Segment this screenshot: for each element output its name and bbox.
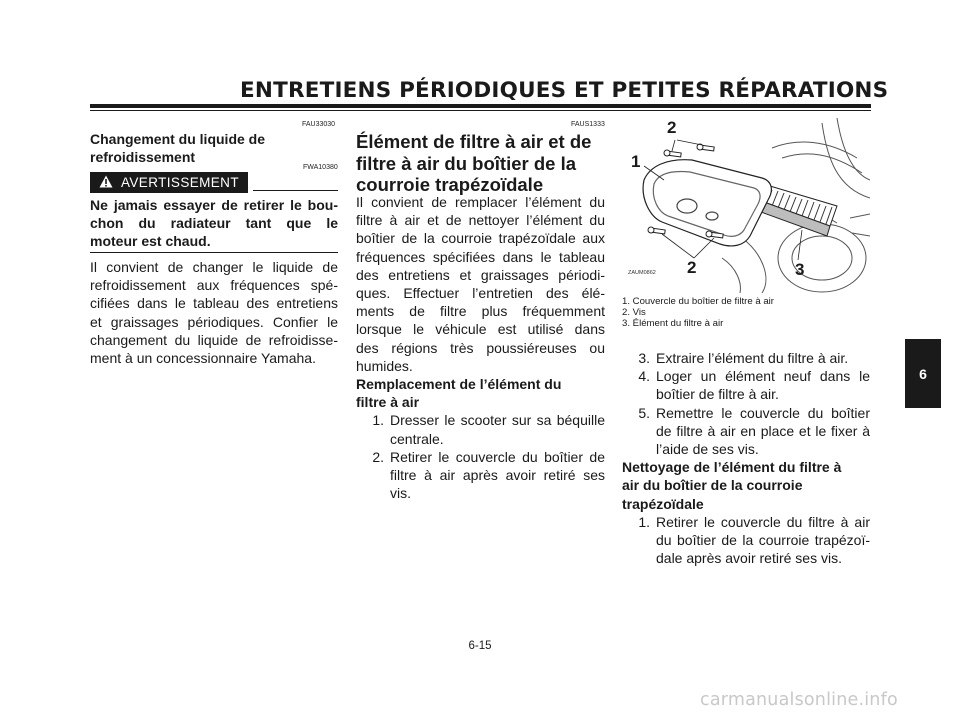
step-number: 2. bbox=[372, 448, 384, 465]
step-line: filtre à air après avoir retiré ses bbox=[390, 467, 605, 484]
body-line: Il convient de changer le liquide de bbox=[90, 259, 338, 275]
coolant-body bbox=[90, 258, 338, 367]
warning-label: AVERTISSEMENT bbox=[121, 175, 239, 190]
step-item bbox=[622, 513, 870, 568]
section-code: FAU33030 bbox=[302, 121, 336, 128]
step-line: centrale. bbox=[390, 430, 444, 447]
step-line: Remettre le couvercle du boîtier bbox=[656, 404, 870, 421]
body-line: lorsque le véhicule est utilisé dans bbox=[356, 321, 605, 338]
step-text bbox=[390, 448, 605, 503]
step-number: 1. bbox=[638, 513, 650, 530]
caption-line: 1. Couvercle du boîtier de filtre à air bbox=[622, 296, 774, 307]
step-line: du boîtier de la courroie trapézoï- bbox=[656, 532, 870, 549]
subheading-line: Remplacement de l’élément du bbox=[356, 376, 562, 393]
step-line: vis. bbox=[390, 485, 411, 502]
step-number: 1. bbox=[372, 412, 384, 429]
section-title-line: filtre à air du boîtier de la bbox=[356, 152, 576, 174]
step-number: 3. bbox=[638, 350, 650, 366]
warning-line: Ne jamais essayer de retirer le bou- bbox=[90, 197, 338, 213]
step-item bbox=[622, 349, 870, 367]
section-title-line: courroie trapézoïdale bbox=[356, 174, 544, 195]
body-line: changement du liquide de refroidisse- bbox=[90, 331, 338, 348]
caption-line: 2. Vis bbox=[622, 307, 646, 318]
caption-line: 3. Élément du filtre à air bbox=[622, 318, 724, 329]
warning-rule-top bbox=[253, 190, 338, 191]
header-rule bbox=[90, 104, 871, 108]
warning-text bbox=[90, 196, 338, 251]
warning-rule-bottom bbox=[90, 252, 338, 253]
subheading-line: filtre à air bbox=[356, 394, 420, 411]
body-line: cifiées dans le tableau des entretiens bbox=[90, 295, 338, 312]
body-line: fréquences spécifiées dans le tableau bbox=[356, 248, 605, 265]
air-filter-section-title bbox=[356, 131, 606, 196]
step-text bbox=[656, 404, 870, 459]
coolant-section-title bbox=[90, 130, 338, 166]
subheading-line: trapézoïdale bbox=[622, 495, 704, 512]
step-text bbox=[390, 411, 605, 447]
body-line: et graissages périodiques. Confier le bbox=[90, 313, 338, 330]
page-number: 6-15 bbox=[468, 640, 492, 652]
step-line: Retirer le couvercle du filtre à air bbox=[656, 513, 870, 530]
body-line: filtre à air et de nettoyer l’élément du bbox=[356, 212, 605, 229]
body-line: des entretiens et graissages périodi- bbox=[356, 266, 605, 283]
step-item bbox=[622, 404, 870, 459]
step-line: Extraire l’élément du filtre à air. bbox=[656, 350, 849, 366]
watermark: carmanualsonline.info bbox=[700, 690, 898, 710]
body-line: ment à un concessionnaire Yamaha. bbox=[90, 350, 316, 367]
body-line: ques. Effectuer l’entretien des élé- bbox=[356, 285, 605, 302]
section-title-line: refroidissement bbox=[90, 149, 196, 165]
step-line: l’aide de ses vis. bbox=[656, 441, 759, 458]
callout-2-top: 2 bbox=[667, 118, 677, 137]
step-line: boîtier de filtre à air. bbox=[656, 386, 779, 403]
subheading-line: Nettoyage de l’élément du filtre à bbox=[622, 459, 842, 476]
section-title-line: Changement du liquide de bbox=[90, 131, 266, 147]
warning-banner bbox=[90, 172, 248, 193]
step-line: de filtre à air en place et le fixer à bbox=[656, 422, 870, 439]
section-title-line: Élément de filtre à air et de bbox=[356, 131, 592, 152]
callout-1: 1 bbox=[631, 152, 641, 171]
step-item bbox=[622, 367, 870, 403]
warning-triangle-icon bbox=[99, 175, 113, 191]
body-line: refroidissement aux fréquences spé- bbox=[90, 277, 338, 294]
figure-code: ZAUM0862 bbox=[628, 270, 656, 276]
body-line: des régions très poussiéreuses ou bbox=[356, 339, 605, 356]
body-line: ments de filtre plus fréquemment bbox=[356, 303, 605, 320]
chapter-tab-label: 6 bbox=[919, 365, 927, 382]
step-text bbox=[656, 513, 870, 568]
step-item bbox=[356, 411, 605, 447]
warning-code: FWA10380 bbox=[303, 164, 338, 171]
step-number: 5. bbox=[638, 404, 650, 421]
step-number: 4. bbox=[638, 368, 650, 385]
callout-3: 3 bbox=[795, 260, 805, 279]
step-line: Loger un élément neuf dans le bbox=[656, 368, 870, 385]
section-code: FAUS1333 bbox=[571, 121, 605, 128]
air-filter-steps bbox=[622, 349, 870, 567]
step-item bbox=[356, 448, 605, 503]
air-filter-illustration bbox=[622, 118, 870, 293]
body-line: Il convient de remplacer l’élément du bbox=[356, 194, 605, 210]
step-line: dale après avoir retiré ses vis. bbox=[656, 550, 842, 567]
air-filter-body bbox=[356, 193, 605, 502]
body-line: boîtier de la courroie trapézoïdale aux bbox=[356, 230, 605, 247]
step-line: Dresser le scooter sur sa béquille bbox=[390, 412, 605, 429]
callout-2-bottom: 2 bbox=[687, 258, 697, 277]
chapter-tab bbox=[905, 339, 941, 408]
header-rule-thin bbox=[90, 110, 871, 111]
figure-caption bbox=[622, 296, 774, 329]
chapter-title: ENTRETIENS PÉRIODIQUES ET PETITES RÉPARATIONS bbox=[240, 78, 889, 103]
subheading-line: air du boîtier de la courroie bbox=[622, 477, 803, 494]
step-text bbox=[656, 349, 870, 367]
air-filter-figure bbox=[622, 118, 870, 293]
body-line: humides. bbox=[356, 357, 413, 374]
step-text bbox=[656, 367, 870, 403]
warning-line: moteur est chaud. bbox=[90, 233, 211, 250]
warning-line: chon du radiateur tant que le bbox=[90, 215, 338, 232]
step-line: Retirer le couvercle du boîtier de bbox=[390, 448, 605, 465]
